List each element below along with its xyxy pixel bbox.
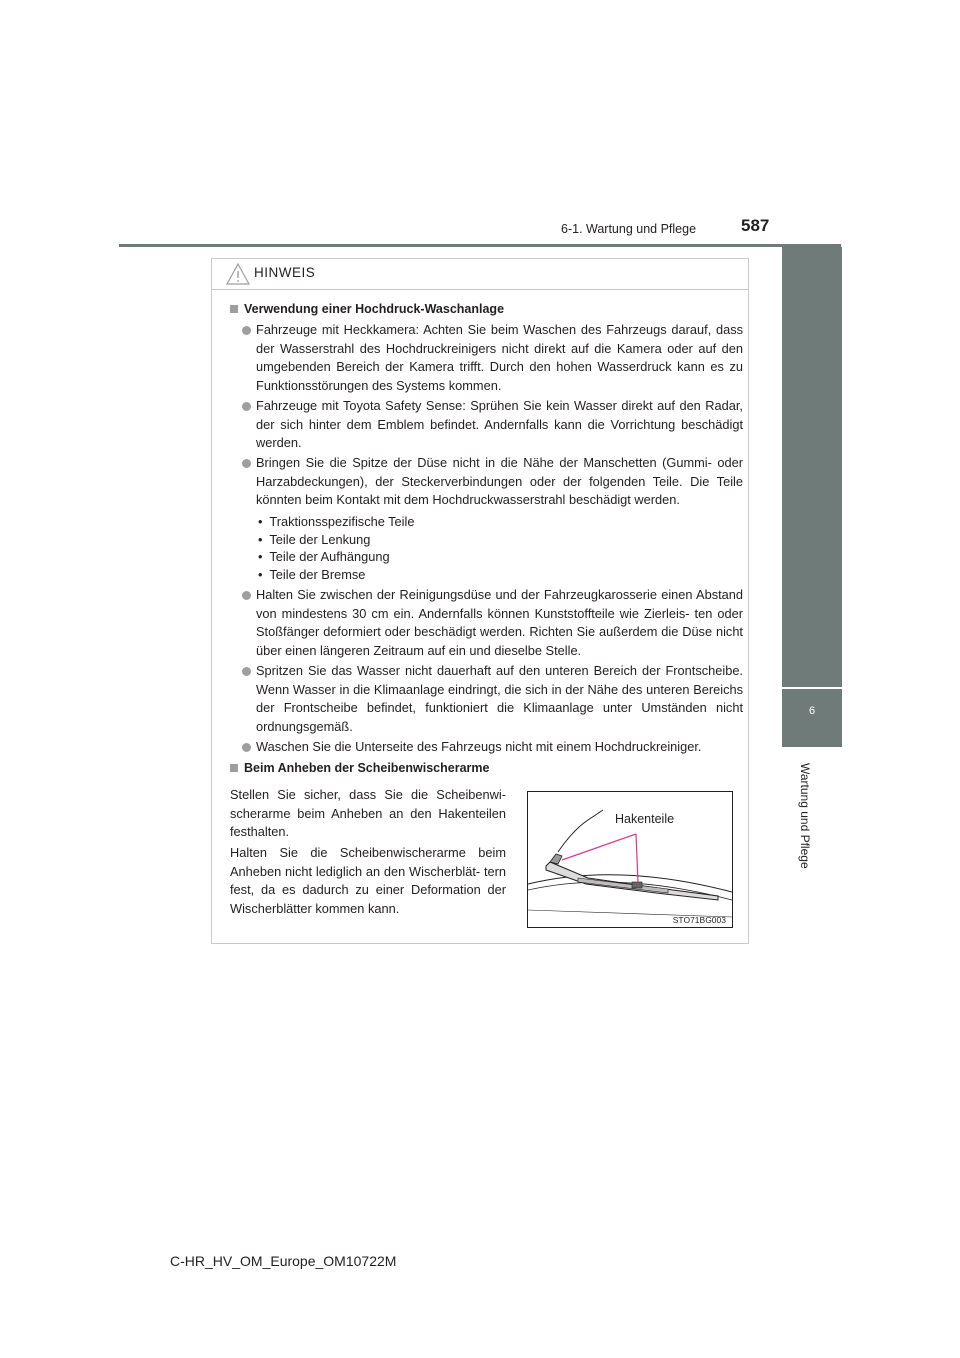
section-heading-high-pressure: Verwendung einer Hochdruck-Waschanlage xyxy=(230,302,504,316)
section-heading-wiper: Beim Anheben der Scheibenwischerarme xyxy=(230,761,489,775)
footer-document-id: C-HR_HV_OM_Europe_OM10722M xyxy=(170,1253,397,1269)
figure-code: STO71BG003 xyxy=(672,915,726,925)
side-tab-number: 6 xyxy=(808,705,816,717)
list-item: Fahrzeuge mit Heckkamera: Achten Sie beim Waschen des Fahrzeugs darauf, dass der Wasserstrahl des Hochdruckreinigers nicht direkt auf die Kamera oder auf den umgebenden Bereich der Kamera trifft. Durch den hohen Wasserdruck kann es zu Funktionsstörungen des Systems kommen. xyxy=(243,321,743,395)
wiper-figure xyxy=(527,791,733,928)
figure-label-hakenteile: Hakenteile xyxy=(615,812,675,826)
header-rule xyxy=(119,244,841,247)
sub-list-item: • Teile der Bremse xyxy=(258,566,366,582)
square-bullet-icon xyxy=(230,764,238,772)
header-section-title: 6-1. Wartung und Pflege xyxy=(561,222,697,236)
round-bullet-icon xyxy=(242,326,251,335)
list-item: Bringen Sie die Spitze der Düse nicht in die Nähe der Manschetten (Gummi- oder Harzabdeckungen), der Steckerverbindungen oder der folgenden Teile. Die Teile könnten beim Kontakt mit dem Hochdruckwasserstrahl beschädigt werden. xyxy=(243,454,743,510)
side-tab-chapter xyxy=(782,689,842,747)
list-item: Spritzen Sie das Wasser nicht dauerhaft auf den unteren Bereich der Frontscheibe. Wenn Wasser in die Klimaanlage eindringt, die sich in der Nähe des unteren Bereichs der Frontscheibe befindet, funktioniert die Klimaanlage unter Umständen nicht ordnungsgemäß. xyxy=(243,662,743,736)
page-number: 587 xyxy=(741,216,770,235)
round-bullet-icon xyxy=(242,459,251,468)
side-bar-top xyxy=(782,247,842,687)
sub-list-item: • Teile der Aufhängung xyxy=(258,549,390,564)
list-item: Fahrzeuge mit Toyota Safety Sense: Sprühen Sie kein Wasser direkt auf den Radar, der sich hinter dem Emblem befindet. Andernfalls kann die Vorrichtung beschädigt werden. xyxy=(243,397,743,453)
notice-box xyxy=(211,258,749,944)
side-tab-label: Wartung und Pflege xyxy=(798,763,812,869)
warning-triangle-icon xyxy=(225,262,251,291)
sub-list-item: • Traktionsspezifische Teile xyxy=(258,514,415,529)
list-item: Halten Sie zwischen der Reinigungsdüse und der Fahrzeugkarosserie einen Abstand von mindestens 30 cm ein. Andernfalls können Kunststoffteile wie Zierleis- ten oder Stoßfänger deformiert oder beschädigt werden. Richten Sie außerdem die Düse nicht über einen längeren Zeitraum auf ein und dieselbe Stelle. xyxy=(243,586,743,660)
notice-header xyxy=(212,259,748,290)
round-bullet-icon xyxy=(242,591,251,600)
round-bullet-icon xyxy=(242,402,251,411)
notice-title: HINWEIS xyxy=(254,265,316,280)
sub-list-item: • Teile der Lenkung xyxy=(258,531,371,547)
sub-list xyxy=(258,513,414,583)
round-bullet-icon xyxy=(242,743,251,752)
square-bullet-icon xyxy=(230,305,238,313)
round-bullet-icon xyxy=(242,667,251,676)
list-item: Waschen Sie die Unterseite des Fahrzeugs nicht mit einem Hochdruckreiniger. xyxy=(243,738,743,757)
wiper-paragraph-2: Halten Sie die Scheibenwischerarme beim Anheben nicht lediglich an den Wischerblät- tern fest, da es dadurch zu einer Deformation der Wischerblätter kommen kann. xyxy=(230,845,506,916)
wiper-paragraph-1: Stellen Sie sicher, dass Sie die Scheibenwi- scherarme beim Anheben an den Hakenteilen festhalten. xyxy=(230,787,506,840)
